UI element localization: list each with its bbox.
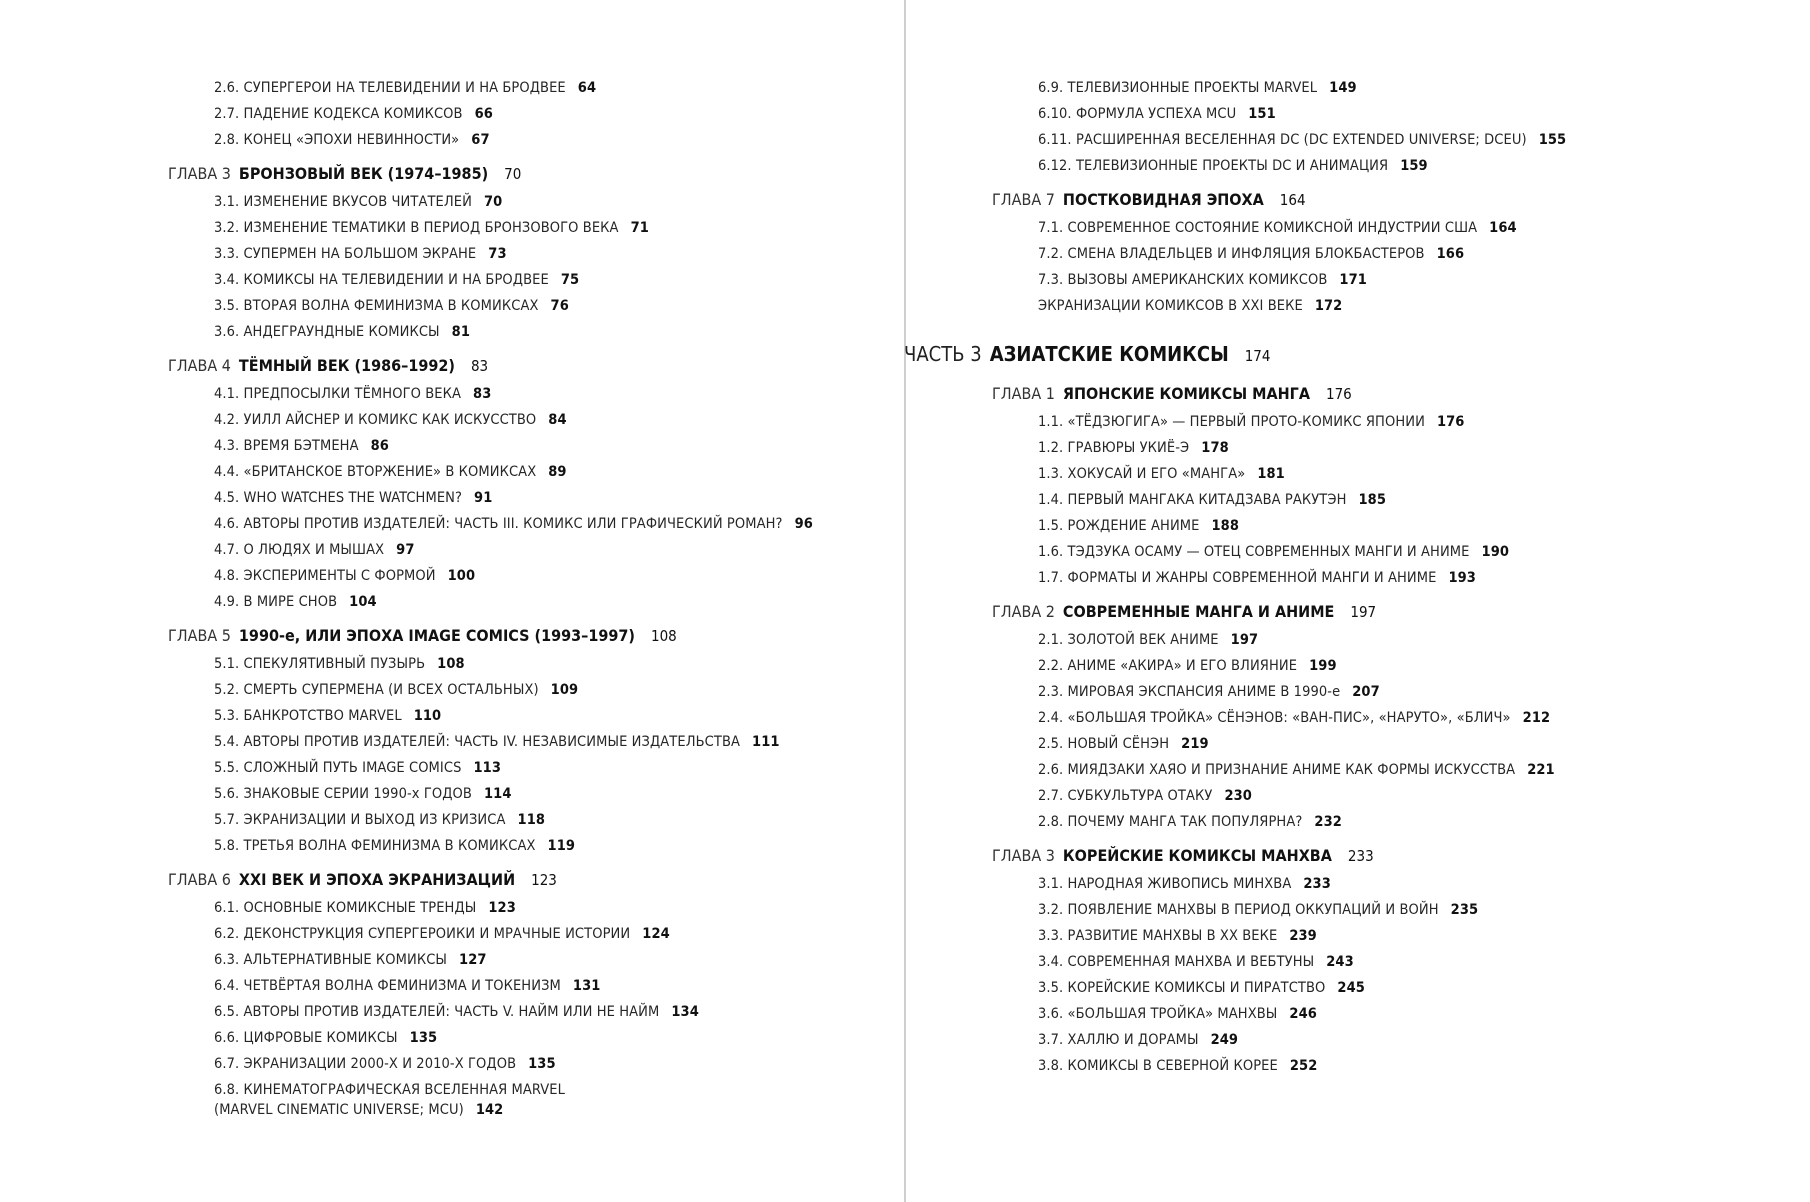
- toc-entry-page: 233: [1303, 876, 1331, 892]
- toc-entry[interactable]: [992, 786, 1566, 812]
- toc-entry[interactable]: [168, 566, 813, 592]
- toc-entry[interactable]: [992, 438, 1566, 464]
- toc-entry-number: 2.7.: [214, 106, 240, 122]
- toc-entry-title: РОЖДЕНИЕ АНИМЕ: [1067, 518, 1200, 534]
- toc-entry[interactable]: [168, 322, 813, 348]
- toc-entry-number: 1.6.: [1038, 544, 1064, 560]
- toc-entry-page: 135: [528, 1056, 556, 1072]
- toc-entry[interactable]: [168, 810, 813, 836]
- toc-entry-page: 166: [1436, 246, 1465, 262]
- toc-entry[interactable]: [992, 1030, 1566, 1056]
- toc-entry-page: 212: [1522, 710, 1551, 726]
- toc-entry-number: 7.3.: [1038, 272, 1064, 288]
- toc-entry-page: 185: [1358, 492, 1387, 508]
- toc-entry-number: 2.7.: [1038, 788, 1064, 804]
- toc-entry-page: 89: [548, 464, 567, 480]
- toc-entry-page: 70: [484, 194, 503, 210]
- toc-entry-number: 4.5.: [214, 490, 240, 506]
- toc-entry-page: 111: [752, 734, 780, 750]
- toc-entry-page: 110: [413, 708, 442, 724]
- toc-entry-number: 3.7.: [1038, 1032, 1064, 1048]
- toc-entry-title: ФОРМУЛА УСПЕХА MCU: [1075, 106, 1237, 122]
- toc-entry[interactable]: [992, 952, 1566, 978]
- toc-entry-title: ЧЕТВЁРТАЯ ВОЛНА ФЕМИНИЗМА И ТОКЕНИЗМ: [243, 978, 561, 994]
- toc-entry-page: 67: [471, 132, 490, 148]
- toc-entry-number: 7.2.: [1038, 246, 1064, 262]
- toc-entry[interactable]: [168, 732, 813, 758]
- toc-entry-number: 5.6.: [214, 786, 240, 802]
- toc-entry-page: 83: [473, 386, 492, 402]
- toc-entry-page: 131: [572, 978, 601, 994]
- toc-entry-page: 188: [1211, 518, 1240, 534]
- chapter-label: ГЛАВА 5: [168, 626, 231, 645]
- toc-entry[interactable]: [168, 78, 813, 104]
- toc-entry-number: 3.5.: [1038, 980, 1064, 996]
- toc-entry-page: 164: [1489, 220, 1517, 236]
- toc-entry[interactable]: [992, 682, 1566, 708]
- toc-entry-title: «ТЁДЗЮГИГА» — ПЕРВЫЙ ПРОТО-КОМИКС ЯПОНИИ: [1067, 414, 1425, 430]
- toc-entry[interactable]: [168, 462, 813, 488]
- toc-entry-number: 4.1.: [214, 386, 240, 402]
- toc-entry-number: 1.1.: [1038, 414, 1064, 430]
- toc-entry-number: 6.11.: [1038, 132, 1072, 148]
- toc-entry-page: 108: [437, 656, 465, 672]
- toc-entry[interactable]: [992, 926, 1566, 952]
- toc-entry-title: ФОРМАТЫ И ЖАНРЫ СОВРЕМЕННОЙ МАНГИ И АНИМЕ: [1067, 570, 1437, 586]
- toc-entry[interactable]: [168, 1080, 654, 1120]
- toc-entry[interactable]: [168, 924, 813, 950]
- toc-entry-title: АЛЬТЕРНАТИВНЫЕ КОМИКСЫ: [243, 952, 448, 968]
- toc-chapter[interactable]: [168, 870, 813, 896]
- toc-entry-page: 109: [550, 682, 579, 698]
- toc-entry-page: 172: [1314, 298, 1343, 314]
- toc-entry-title: В МИРЕ СНОВ: [243, 594, 338, 610]
- toc-entry-number: 6.1.: [214, 900, 240, 916]
- toc-entry[interactable]: [168, 706, 813, 732]
- toc-entry-page: 235: [1450, 902, 1479, 918]
- toc-entry[interactable]: [992, 78, 1566, 104]
- chapter-title: КОРЕЙСКИЕ КОМИКСЫ МАНХВА: [1062, 846, 1332, 865]
- toc-entry[interactable]: [992, 874, 1566, 900]
- toc-entry-page: 81: [451, 324, 470, 340]
- toc-entry-title: МИРОВАЯ ЭКСПАНСИЯ АНИМЕ В 1990-е: [1067, 684, 1341, 700]
- toc-entry-number: 2.2.: [1038, 658, 1064, 674]
- toc-part[interactable]: [904, 344, 1566, 376]
- chapter-title: СОВРЕМЕННЫЕ МАНГА И АНИМЕ: [1062, 602, 1335, 621]
- toc-entry-number: 5.2.: [214, 682, 240, 698]
- toc-entry-title: ЗНАКОВЫЕ СЕРИИ 1990-х ГОДОВ: [243, 786, 472, 802]
- toc-entry-page: 151: [1248, 106, 1276, 122]
- toc-entry-page: 176: [1436, 414, 1465, 430]
- toc-entry-page: 181: [1257, 466, 1285, 482]
- toc-entry-number: 6.3.: [214, 952, 240, 968]
- toc-entry-number: 2.6.: [214, 80, 240, 96]
- toc-entry-page: 127: [459, 952, 487, 968]
- toc-entry[interactable]: [168, 1002, 813, 1028]
- toc-entry-page: 171: [1339, 272, 1367, 288]
- toc-entry[interactable]: [992, 104, 1566, 130]
- toc-entry[interactable]: [168, 488, 813, 514]
- toc-entry[interactable]: [168, 1054, 813, 1080]
- toc-entry-page: 155: [1538, 132, 1567, 148]
- toc-entry-number: 3.6.: [1038, 1006, 1064, 1022]
- chapter-page: 233: [1347, 847, 1374, 865]
- toc-entry[interactable]: [992, 412, 1566, 438]
- toc-entry-title: РАЗВИТИЕ МАНХВЫ В XX ВЕКЕ: [1067, 928, 1278, 944]
- toc-entry-number: 4.6.: [214, 516, 240, 532]
- toc-entry-number: 2.8.: [214, 132, 240, 148]
- toc-entry-title: АНДЕГРАУНДНЫЕ КОМИКСЫ: [243, 324, 440, 340]
- toc-entry-number: 2.8.: [1038, 814, 1064, 830]
- toc-entry-title: СУПЕРМЕН НА БОЛЬШОМ ЭКРАНЕ: [243, 246, 477, 262]
- toc-entry[interactable]: [168, 1028, 813, 1054]
- toc-entry[interactable]: [168, 950, 813, 976]
- toc-entry[interactable]: [168, 130, 813, 156]
- toc-entry-title: ХАЛЛЮ И ДОРАМЫ: [1067, 1032, 1199, 1048]
- toc-entry-title: НАРОДНАЯ ЖИВОПИСЬ МИНХВА: [1067, 876, 1292, 892]
- toc-entry-title: ТЕЛЕВИЗИОННЫЕ ПРОЕКТЫ MARVEL: [1067, 80, 1318, 96]
- toc-entry-page: 97: [396, 542, 415, 558]
- toc-entry-title: ПАДЕНИЕ КОДЕКСА КОМИКСОВ: [243, 106, 463, 122]
- chapter-label: ГЛАВА 7: [992, 190, 1055, 209]
- toc-entry[interactable]: [992, 130, 1566, 156]
- toc-entry[interactable]: [168, 384, 813, 410]
- toc-entry-title: СУБКУЛЬТУРА ОТАКУ: [1067, 788, 1213, 804]
- toc-entry-number: 4.8.: [214, 568, 240, 584]
- chapter-title: XXI ВЕК И ЭПОХА ЭКРАНИЗАЦИЙ: [238, 870, 516, 889]
- toc-entry-page: 239: [1289, 928, 1317, 944]
- toc-entry-number: 3.5.: [214, 298, 240, 314]
- toc-entry[interactable]: [992, 708, 1566, 734]
- toc-entry-number: 3.4.: [1038, 954, 1064, 970]
- part-page: 174: [1244, 347, 1271, 365]
- toc-entry[interactable]: [168, 592, 813, 618]
- toc-entry-page: 66: [474, 106, 493, 122]
- toc-entry-page: 246: [1289, 1006, 1317, 1022]
- toc-entry[interactable]: [992, 900, 1566, 926]
- toc-entry-page: 91: [474, 490, 493, 506]
- toc-entry-page: 193: [1448, 570, 1476, 586]
- toc-entry-number: 3.2.: [1038, 902, 1064, 918]
- part-title: АЗИАТСКИЕ КОМИКСЫ: [989, 342, 1229, 366]
- toc-entry-number: 6.2.: [214, 926, 240, 942]
- toc-entry-title: ВЫЗОВЫ АМЕРИКАНСКИХ КОМИКСОВ: [1067, 272, 1328, 288]
- toc-entry-number: 4.4.: [214, 464, 240, 480]
- toc-entry-title: ЭКРАНИЗАЦИИ И ВЫХОД ИЗ КРИЗИСА: [243, 812, 506, 828]
- chapter-page: 176: [1326, 385, 1352, 403]
- toc-entry-page: 73: [488, 246, 507, 262]
- toc-entry-title: ТРЕТЬЯ ВОЛНА ФЕМИНИЗМА В КОМИКСАХ: [243, 838, 536, 854]
- toc-entry[interactable]: [168, 244, 813, 270]
- toc-entry-title: ПОЯВЛЕНИЕ МАНХВЫ В ПЕРИОД ОККУПАЦИЙ И ВОЙН: [1067, 902, 1439, 918]
- toc-entry-number: 4.3.: [214, 438, 240, 454]
- right-page: [906, 0, 1810, 1202]
- toc-entry-page: 232: [1314, 814, 1342, 830]
- toc-entry-title: ТЕЛЕВИЗИОННЫЕ ПРОЕКТЫ DC И АНИМАЦИЯ: [1075, 158, 1389, 174]
- toc-entry-title: РАСШИРЕННАЯ ВЕСЕЛЕННАЯ DC (DC EXTENDED UNIVERSE; DCEU): [1075, 132, 1527, 148]
- toc-column-left: [168, 78, 813, 1120]
- toc-entry-title: АВТОРЫ ПРОТИВ ИЗДАТЕЛЕЙ: ЧАСТЬ V. НАЙМ ИЛИ НЕ НАЙМ: [243, 1004, 660, 1020]
- toc-entry[interactable]: [992, 1056, 1566, 1082]
- toc-entry[interactable]: [168, 104, 813, 130]
- toc-entry[interactable]: [168, 270, 813, 296]
- toc-entry-page: 249: [1210, 1032, 1239, 1048]
- toc-entry-title: КОМИКСЫ В СЕВЕРНОЙ КОРЕЕ: [1067, 1058, 1278, 1074]
- toc-chapter[interactable]: [168, 626, 813, 652]
- toc-entry-title: ЭКСПЕРИМЕНТЫ С ФОРМОЙ: [243, 568, 436, 584]
- toc-entry-page: 245: [1337, 980, 1365, 996]
- toc-entry-page: 100: [447, 568, 476, 584]
- toc-entry-title: ВРЕМЯ БЭТМЕНА: [243, 438, 359, 454]
- toc-entry[interactable]: [168, 218, 813, 244]
- chapter-title: БРОНЗОВЫЙ ВЕК (1974–1985): [238, 164, 489, 183]
- toc-entry-title: СМЕРТЬ СУПЕРМЕНА (И ВСЕХ ОСТАЛЬНЫХ): [243, 682, 539, 698]
- toc-entry-page: 178: [1201, 440, 1229, 456]
- toc-entry-number: 6.7.: [214, 1056, 240, 1072]
- toc-entry-page: 207: [1352, 684, 1380, 700]
- toc-entry[interactable]: [992, 812, 1566, 838]
- toc-entry-page: 149: [1329, 80, 1357, 96]
- toc-entry[interactable]: [168, 654, 813, 680]
- toc-entry-title: КОРЕЙСКИЕ КОМИКСЫ И ПИРАТСТВО: [1067, 980, 1326, 996]
- toc-entry-title: АВТОРЫ ПРОТИВ ИЗДАТЕЛЕЙ: ЧАСТЬ III. КОМИКС ИЛИ ГРАФИЧЕСКИЙ РОМАН?: [243, 516, 783, 532]
- toc-entry-title: ВТОРАЯ ВОЛНА ФЕМИНИЗМА В КОМИКСАХ: [243, 298, 539, 314]
- chapter-label: ГЛАВА 3: [168, 164, 231, 183]
- toc-entry[interactable]: [992, 296, 1566, 322]
- toc-entry-page: 71: [630, 220, 649, 236]
- toc-entry-page: 118: [517, 812, 546, 828]
- toc-entry-number: 5.3.: [214, 708, 240, 724]
- toc-entry-title: ИЗМЕНЕНИЕ ТЕМАТИКИ В ПЕРИОД БРОНЗОВОГО ВЕКА: [243, 220, 619, 236]
- toc-entry-page: 252: [1289, 1058, 1318, 1074]
- chapter-label: ГЛАВА 3: [992, 846, 1055, 865]
- toc-entry-title: О ЛЮДЯХ И МЫШАХ: [243, 542, 385, 558]
- toc-entry-page: 197: [1230, 632, 1259, 648]
- chapter-page: 108: [651, 627, 677, 645]
- toc-entry[interactable]: [168, 296, 813, 322]
- toc-entry-title: ИЗМЕНЕНИЕ ВКУСОВ ЧИТАТЕЛЕЙ: [243, 194, 472, 210]
- toc-entry-number: 6.5.: [214, 1004, 240, 1020]
- toc-entry-number: 4.7.: [214, 542, 240, 558]
- toc-entry-title: ПОЧЕМУ МАНГА ТАК ПОПУЛЯРНА?: [1067, 814, 1303, 830]
- toc-entry-title: WHO WATCHES THE WATCHMEN?: [243, 490, 463, 506]
- toc-entry[interactable]: [168, 836, 813, 862]
- toc-entry-number: 2.1.: [1038, 632, 1064, 648]
- toc-entry[interactable]: [168, 758, 813, 784]
- chapter-page: 197: [1350, 603, 1377, 621]
- chapter-title: ТЁМНЫЙ ВЕК (1986–1992): [238, 356, 455, 375]
- toc-entry[interactable]: [992, 542, 1566, 568]
- toc-entry-number: 6.4.: [214, 978, 240, 994]
- toc-entry-title: СЛОЖНЫЙ ПУТЬ IMAGE COMICS: [243, 760, 462, 776]
- toc-entry-title: ПЕРВЫЙ МАНГАКА КИТАДЗАВА РАКУТЭН: [1067, 492, 1347, 508]
- toc-entry[interactable]: [992, 464, 1566, 490]
- toc-entry-title: НОВЫЙ СЁНЭН: [1067, 736, 1170, 752]
- toc-entry-title: «БОЛЬШАЯ ТРОЙКА» СЁНЭНОВ: «ВАН-ПИС», «НАРУТО», «БЛИЧ»: [1067, 710, 1511, 726]
- toc-entry[interactable]: [992, 244, 1566, 270]
- toc-entry-number: 3.1.: [214, 194, 240, 210]
- toc-entry[interactable]: [992, 218, 1566, 244]
- toc-entry-page: 135: [409, 1030, 438, 1046]
- toc-entry[interactable]: [992, 270, 1566, 296]
- toc-entry[interactable]: [992, 656, 1566, 682]
- toc-entry-number: 5.4.: [214, 734, 240, 750]
- toc-entry[interactable]: [992, 734, 1566, 760]
- chapter-label: ГЛАВА 2: [992, 602, 1055, 621]
- toc-entry-title: СУПЕРГЕРОИ НА ТЕЛЕВИДЕНИИ И НА БРОДВЕЕ: [243, 80, 566, 96]
- toc-entry[interactable]: [168, 410, 813, 436]
- toc-entry-title: КОМИКСЫ НА ТЕЛЕВИДЕНИИ И НА БРОДВЕЕ: [243, 272, 549, 288]
- chapter-page: 123: [531, 871, 557, 889]
- chapter-page: 164: [1279, 191, 1306, 209]
- toc-entry-page: 243: [1326, 954, 1354, 970]
- toc-entry-title: ЭКРАНИЗАЦИИ КОМИКСОВ В XXI ВЕКЕ: [1038, 298, 1303, 314]
- toc-entry-number: 1.3.: [1038, 466, 1064, 482]
- toc-entry-page: 159: [1400, 158, 1428, 174]
- toc-entry-title: ЭКРАНИЗАЦИИ 2000-Х И 2010-Х ГОДОВ: [243, 1056, 517, 1072]
- toc-chapter[interactable]: [168, 164, 813, 190]
- toc-entry-page: 84: [548, 412, 567, 428]
- toc-chapter[interactable]: [992, 846, 1566, 872]
- toc-entry[interactable]: [992, 630, 1566, 656]
- toc-entry-page: 221: [1527, 762, 1555, 778]
- toc-entry-title: ГРАВЮРЫ УКИЁ-Э: [1067, 440, 1190, 456]
- toc-entry-number: 6.8.: [214, 1082, 240, 1098]
- toc-entry-page: 142: [475, 1102, 504, 1118]
- toc-entry-number: 3.2.: [214, 220, 240, 236]
- toc-entry-number: 3.1.: [1038, 876, 1064, 892]
- toc-entry-title: КОНЕЦ «ЭПОХИ НЕВИННОСТИ»: [243, 132, 460, 148]
- toc-entry-page: 104: [349, 594, 377, 610]
- toc-entry-number: 3.3.: [214, 246, 240, 262]
- chapter-label: ГЛАВА 1: [992, 384, 1055, 403]
- toc-entry-title: ЦИФРОВЫЕ КОМИКСЫ: [243, 1030, 398, 1046]
- toc-entry-title: АНИМЕ «АКИРА» И ЕГО ВЛИЯНИЕ: [1067, 658, 1298, 674]
- toc-entry-number: 2.6.: [1038, 762, 1064, 778]
- toc-entry-page: 113: [473, 760, 501, 776]
- toc-entry-number: 4.9.: [214, 594, 240, 610]
- toc-entry[interactable]: [168, 514, 813, 540]
- toc-entry[interactable]: [992, 156, 1566, 182]
- toc-entry-title-cont: (MARVEL CINEMATIC UNIVERSE; MCU): [214, 1102, 464, 1118]
- toc-chapter[interactable]: [992, 602, 1566, 628]
- part-label: ЧАСТЬ 3: [904, 342, 982, 366]
- chapter-title: ЯПОНСКИЕ КОМИКСЫ МАНГА: [1062, 384, 1310, 403]
- toc-entry-title: КИНЕМАТОГРАФИЧЕСКАЯ ВСЕЛЕННАЯ MARVEL: [243, 1082, 566, 1098]
- toc-entry-number: 6.10.: [1038, 106, 1072, 122]
- toc-entry-number: 3.4.: [214, 272, 240, 288]
- toc-entry[interactable]: [992, 1004, 1566, 1030]
- toc-entry-page: 123: [488, 900, 516, 916]
- toc-entry-title: «БРИТАНСКОЕ ВТОРЖЕНИЕ» В КОМИКСАХ: [243, 464, 537, 480]
- toc-chapter[interactable]: [992, 384, 1566, 410]
- toc-entry-title: МИЯДЗАКИ ХАЯО И ПРИЗНАНИЕ АНИМЕ КАК ФОРМЫ ИСКУССТВА: [1067, 762, 1516, 778]
- toc-entry[interactable]: [168, 192, 813, 218]
- toc-entry[interactable]: [992, 760, 1566, 786]
- toc-entry-page: 134: [671, 1004, 699, 1020]
- toc-entry-title: ДЕКОНСТРУКЦИЯ СУПЕРГЕРОИКИ И МРАЧНЫЕ ИСТОРИИ: [243, 926, 631, 942]
- toc-entry-number: 3.8.: [1038, 1058, 1064, 1074]
- toc-entry[interactable]: [992, 978, 1566, 1004]
- toc-entry-title: «БОЛЬШАЯ ТРОЙКА» МАНХВЫ: [1067, 1006, 1278, 1022]
- toc-entry-number: 1.2.: [1038, 440, 1064, 456]
- toc-entry-page: 76: [550, 298, 569, 314]
- toc-entry-number: 4.2.: [214, 412, 240, 428]
- toc-entry-page: 96: [794, 516, 813, 532]
- chapter-label: ГЛАВА 6: [168, 870, 231, 889]
- toc-entry-number: 6.6.: [214, 1030, 240, 1046]
- toc-entry-title: ТЭДЗУКА ОСАМУ — ОТЕЦ СОВРЕМЕННЫХ МАНГИ И АНИМЕ: [1067, 544, 1470, 560]
- toc-entry[interactable]: [992, 490, 1566, 516]
- toc-entry-number: 1.4.: [1038, 492, 1064, 508]
- toc-entry-page: 114: [483, 786, 512, 802]
- toc-entry[interactable]: [992, 516, 1566, 542]
- toc-entry-page: 199: [1309, 658, 1337, 674]
- toc-entry-title: УИЛЛ АЙСНЕР И КОМИКС КАК ИСКУССТВО: [243, 412, 537, 428]
- chapter-title: 1990-е, ИЛИ ЭПОХА IMAGE COMICS (1993–1997): [238, 626, 635, 645]
- toc-entry-number: 1.7.: [1038, 570, 1064, 586]
- toc-entry-title: ОСНОВНЫЕ КОМИКСНЫЕ ТРЕНДЫ: [243, 900, 477, 916]
- toc-entry-number: 5.5.: [214, 760, 240, 776]
- toc-entry-title: СМЕНА ВЛАДЕЛЬЦЕВ И ИНФЛЯЦИЯ БЛОКБАСТЕРОВ: [1067, 246, 1425, 262]
- toc-entry-page: 190: [1481, 544, 1510, 560]
- toc-entry-number: 5.1.: [214, 656, 240, 672]
- toc-entry[interactable]: [168, 680, 813, 706]
- toc-chapter[interactable]: [168, 356, 813, 382]
- toc-entry-number: 5.8.: [214, 838, 240, 854]
- toc-entry[interactable]: [168, 784, 813, 810]
- toc-chapter[interactable]: [992, 190, 1566, 216]
- toc-entry[interactable]: [992, 568, 1566, 594]
- chapter-title: ПОСТКОВИДНАЯ ЭПОХА: [1062, 190, 1264, 209]
- toc-entry-page: 86: [370, 438, 389, 454]
- toc-entry-number: 6.12.: [1038, 158, 1072, 174]
- toc-entry-page: 219: [1181, 736, 1209, 752]
- toc-entry-number: 2.4.: [1038, 710, 1064, 726]
- toc-entry-page: 75: [560, 272, 580, 288]
- toc-entry[interactable]: [168, 976, 813, 1002]
- toc-entry-number: 2.3.: [1038, 684, 1064, 700]
- toc-entry-title: ЗОЛОТОЙ ВЕК АНИМЕ: [1067, 632, 1219, 648]
- chapter-label: ГЛАВА 4: [168, 356, 231, 375]
- toc-entry-page: 124: [642, 926, 670, 942]
- toc-entry-page: 64: [577, 80, 597, 96]
- toc-entry-page: 119: [547, 838, 576, 854]
- chapter-page: 83: [470, 357, 489, 375]
- toc-column-right: [904, 78, 1567, 1082]
- toc-entry-title: СОВРЕМЕННОЕ СОСТОЯНИЕ КОМИКСНОЙ ИНДУСТРИИ США: [1067, 220, 1478, 236]
- toc-entry-title: ПРЕДПОСЫЛКИ ТЁМНОГО ВЕКА: [243, 386, 462, 402]
- toc-entry[interactable]: [168, 436, 813, 462]
- toc-entry-title: СПЕКУЛЯТИВНЫЙ ПУЗЫРЬ: [243, 656, 426, 672]
- toc-entry-title: БАНКРОТСТВО MARVEL: [243, 708, 402, 724]
- toc-entry-number: 7.1.: [1038, 220, 1064, 236]
- toc-entry-number: 3.3.: [1038, 928, 1064, 944]
- toc-entry-title: ХОКУСАЙ И ЕГО «МАНГА»: [1067, 466, 1246, 482]
- toc-entry-number: 3.6.: [214, 324, 240, 340]
- chapter-page: 70: [504, 165, 522, 183]
- toc-entry-page: 230: [1224, 788, 1252, 804]
- toc-entry-title: СОВРЕМЕННАЯ МАНХВА И ВЕБТУНЫ: [1067, 954, 1315, 970]
- toc-entry-number: 5.7.: [214, 812, 240, 828]
- toc-entry[interactable]: [168, 540, 813, 566]
- toc-entry-title: АВТОРЫ ПРОТИВ ИЗДАТЕЛЕЙ: ЧАСТЬ IV. НЕЗАВИСИМЫЕ ИЗДАТЕЛЬСТВА: [243, 734, 741, 750]
- toc-entry[interactable]: [168, 898, 813, 924]
- toc-entry-number: 1.5.: [1038, 518, 1064, 534]
- toc-entry-number: 2.5.: [1038, 736, 1064, 752]
- toc-entry-number: 6.9.: [1038, 80, 1064, 96]
